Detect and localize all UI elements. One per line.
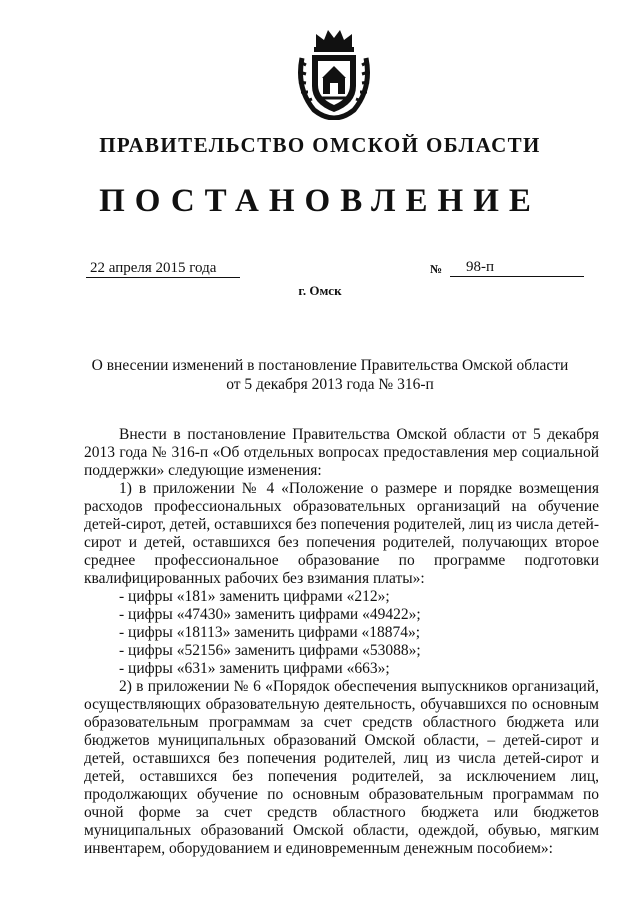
number-sign: №	[430, 262, 443, 276]
body-list-item: - цифры «181» заменить цифрами «212»;	[119, 588, 390, 605]
omsk-coat-of-arms-icon	[294, 28, 374, 120]
subject-line-1: О внесении изменений в постановление Правительства Омской области	[91, 357, 569, 374]
city-label: г. Омск	[298, 283, 342, 298]
body-list-item: - цифры «47430» заменить цифрами «49422»;	[119, 606, 421, 623]
body-list-item: - цифры «631» заменить цифрами «663»;	[119, 660, 390, 677]
document-type-title: ПОСТАНОВЛЕНИЕ	[99, 183, 541, 219]
body-list-item: - цифры «52156» заменить цифрами «53088»;	[119, 642, 421, 659]
document-date: 22 апреля 2015 года	[86, 260, 240, 278]
organization-title: ПРАВИТЕЛЬСТВО ОМСКОЙ ОБЛАСТИ	[99, 133, 541, 157]
body-point-2: 2) в приложении № 6 «Порядок обеспечения выпускников организаций, осуществляющих образовательную деятельность, обучавшихся по основным образовательным программам за счет средств областного бюджета или бюджетов муниципальных образований Омской области, – детей-сирот и детей, оставшихся без попечения родителей, лиц из числа детей-сирот и детей, оставшихся без попечения родителей, за исключением лиц, продолжающих обучение по основным образовательным программам по очной форме за счет средств областного бюджета или бюджетов муниципальных образований Омской области, одеждой, обувью, мягким инвентарем, оборудованием и единовременным денежным пособием»:	[84, 678, 599, 857]
document-subject	[60, 357, 600, 394]
body-list-item: - цифры «18113» заменить цифрами «18874»;	[119, 624, 421, 641]
body-point-1: 1) в приложении № 4 «Положение о размере и порядке возмещения расходов профессиональных образовательных организаций на обучение детей-сирот, детей, оставшихся без попечения родителей, лиц из числа детей-сирот и детей, оставшихся без попечения родителей, получающих второе среднее профессиональное образование по программе подготовки квалифицированных рабочих без взимания платы»:	[84, 480, 599, 587]
body-intro: Внести в постановление Правительства Омской области от 5 декабря 2013 года № 316-п «Об отдельных вопросах предоставления мер социальной поддержки» следующие изменения:	[84, 426, 599, 479]
document-body	[84, 426, 599, 858]
subject-line-2: от 5 декабря 2013 года № 316-п	[226, 375, 434, 393]
document-number: 98-п	[450, 259, 584, 277]
